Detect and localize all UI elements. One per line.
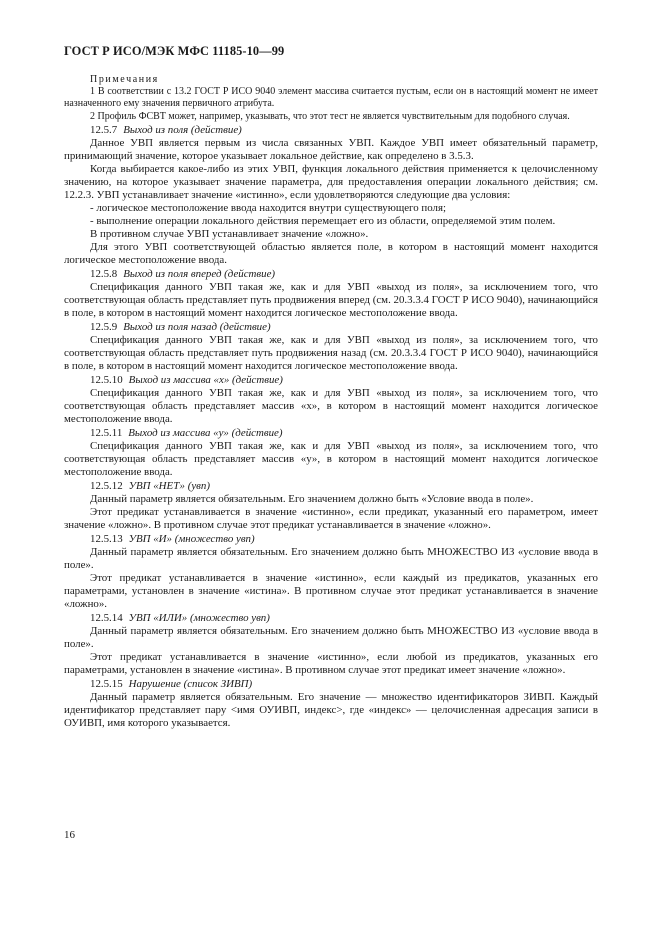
paragraph: Данное УВП является первым из числа связанных УВП. Каждое УВП имеет обязательный параметр, принимающий значение, которое указывает локальное действие, как определено в 3.5.3. <box>64 136 598 162</box>
section-heading <box>64 480 598 493</box>
paragraph: Спецификация данного УВП такая же, как и для УВП «выход из поля», за исключением того, что соответствующая область представляет массив «х», в котором в настоящий момент находится логическое местоположение ввода. <box>64 386 598 425</box>
section-number: 12.5.8 <box>90 267 118 280</box>
section-number: 12.5.12 <box>90 479 123 492</box>
paragraph: - выполнение операции локального действия перемещает его из области, определяемой этим полем. <box>90 214 556 227</box>
paragraph: Этот предикат устанавливается в значение «истинно», если каждый из предикатов, указанных его параметрами, установлен в значение «истина». В противном случае этот предикат устанавливается в значение «ложно». <box>64 571 598 610</box>
section-title: Выход из массива «у» (действие) <box>128 426 283 439</box>
section-heading <box>64 268 598 281</box>
section-heading <box>64 427 598 440</box>
section-title: УВП «И» (множество увп) <box>128 532 255 545</box>
section-title: Выход из массива «х» (действие) <box>128 373 283 386</box>
section-heading <box>64 533 598 546</box>
section-number: 12.5.11 <box>90 426 123 439</box>
section-number: 12.5.14 <box>90 611 123 624</box>
notes-title: Примечания <box>90 74 159 85</box>
note-item: 1 В соответствии с 13.2 ГОСТ Р ИСО 9040 элемент массива считается пустым, если он в настоящий момент не имеет назначенного ему значения первичного атрибута. <box>64 86 598 110</box>
page-number: 16 <box>64 829 75 841</box>
section-heading <box>64 612 598 625</box>
section-title: УВП «ИЛИ» (множество увп) <box>128 611 270 624</box>
paragraph: Этот предикат устанавливается в значение «истинно», если любой из предикатов, указанных его параметрами, установлен в значение «истина». В противном случае этот предикат имеет значение «ложно». <box>64 650 598 676</box>
document-header: ГОСТ Р ИСО/МЭК МФС 11185-10—99 <box>64 44 285 58</box>
section-title: УВП «НЕТ» (увп) <box>128 479 210 492</box>
section-heading <box>64 374 598 387</box>
page-content <box>64 74 598 730</box>
paragraph: Спецификация данного УВП такая же, как и для УВП «выход из поля», за исключением того, что соответствующая область представляет путь продвижения назад (см. 20.3.3.4 ГОСТ Р ИСО 9040), начинающийся в поле, в котором в настоящий момент находится логическое местоположение ввода. <box>64 333 598 372</box>
paragraph: Спецификация данного УВП такая же, как и для УВП «выход из поля», за исключением того, что соответствующая область представляет массив «у», в котором в настоящий момент находится логическое местоположение ввода. <box>64 439 598 478</box>
paragraph: Этот предикат устанавливается в значение «истинно», если предикат, указанный его параметром, имеет значение «ложно». В противном случае этот предикат устанавливается в значение «ложно». <box>64 505 598 531</box>
paragraph: - логическое местоположение ввода находится внутри существующего поля; <box>90 201 447 214</box>
note-item: 2 Профиль ФСВТ может, например, указывать, что этот тест не является чувствительным для подобного случая. <box>90 110 570 122</box>
paragraph: В противном случае УВП устанавливает значение «ложно». <box>90 227 369 240</box>
paragraph: Данный параметр является обязательным. Его значением должно быть «Условие ввода в поле». <box>90 492 534 505</box>
notes-block <box>64 74 598 123</box>
section-number: 12.5.13 <box>90 532 123 545</box>
section-title: Нарушение (список ЗИВП) <box>128 677 253 690</box>
section-title: Выход из поля (действие) <box>123 123 242 136</box>
section-number: 12.5.9 <box>90 320 118 333</box>
section-heading <box>64 321 598 334</box>
section-title: Выход из поля назад (действие) <box>123 320 271 333</box>
paragraph: Когда выбирается какое-либо из этих УВП, функция локального действия применяется к целочисленному значению, на которое указывает значение параметра, для предоставления операции локального действия; см. 12.2.3. УВП устанавливает значение «истинно», если удовлетворяются следующие два условия: <box>64 162 598 201</box>
paragraph: Данный параметр является обязательным. Его значением должно быть МНОЖЕСТВО ИЗ «условие ввода в поле». <box>64 545 598 571</box>
body-text <box>64 124 598 730</box>
section-number: 12.5.15 <box>90 677 123 690</box>
section-heading <box>64 678 598 691</box>
paragraph: Спецификация данного УВП такая же, как и для УВП «выход из поля», за исключением того, что соответствующая область представляет путь продвижения вперед (см. 20.3.3.4 ГОСТ Р ИСО 9040), начинающийся в поле, в котором в настоящий момент находится логическое местоположение ввода. <box>64 280 598 319</box>
section-number: 12.5.10 <box>90 373 123 386</box>
paragraph: Данный параметр является обязательным. Его значение — множество идентификаторов ЗИВП. Каждый идентификатор представляет пару <имя ОУИВП, индекс>, где «индекс» — целочисленная адресация записи в ОУИВП, имя которого указывается. <box>64 690 598 729</box>
section-number: 12.5.7 <box>90 123 118 136</box>
section-heading <box>64 124 598 137</box>
paragraph: Данный параметр является обязательным. Его значением должно быть МНОЖЕСТВО ИЗ «условие ввода в поле». <box>64 624 598 650</box>
section-title: Выход из поля вперед (действие) <box>123 267 276 280</box>
paragraph: Для этого УВП соответствующей областью является поле, в котором в настоящий момент находится логическое местоположение ввода. <box>64 240 598 266</box>
